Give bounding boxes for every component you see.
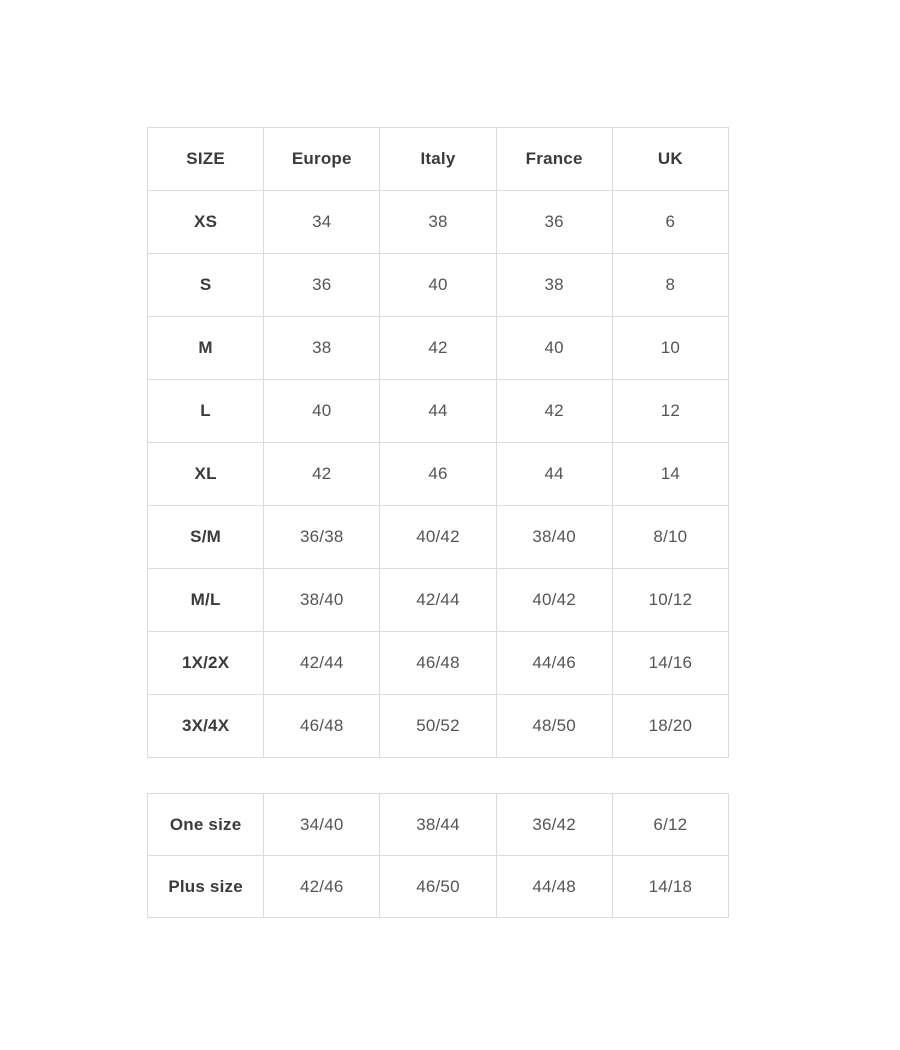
value-cell-france: 44/46 — [496, 632, 612, 695]
value-cell-uk: 12 — [612, 380, 728, 443]
table-row-3x-4x — [148, 695, 729, 758]
value-cell-italy: 46/48 — [380, 632, 496, 695]
table-row-xs — [148, 191, 729, 254]
value-cell-france: 38 — [496, 254, 612, 317]
value-cell-europe: 38/40 — [264, 569, 380, 632]
value-cell-uk: 8 — [612, 254, 728, 317]
value-cell-europe: 42/44 — [264, 632, 380, 695]
table-row-m — [148, 317, 729, 380]
value-cell-europe: 46/48 — [264, 695, 380, 758]
value-cell-europe: 40 — [264, 380, 380, 443]
table-header-row — [148, 128, 729, 191]
value-cell-europe: 36 — [264, 254, 380, 317]
special-sizes-table — [147, 793, 729, 918]
size-label-cell: One size — [148, 794, 264, 856]
size-label-cell: S/M — [148, 506, 264, 569]
value-cell-france: 36 — [496, 191, 612, 254]
value-cell-uk: 14/18 — [612, 856, 728, 918]
value-cell-uk: 8/10 — [612, 506, 728, 569]
size-label-cell: XL — [148, 443, 264, 506]
value-cell-europe: 36/38 — [264, 506, 380, 569]
table-row-one-size — [148, 794, 729, 856]
column-header-france: France — [496, 128, 612, 191]
value-cell-france: 40/42 — [496, 569, 612, 632]
table-row-1x-2x — [148, 632, 729, 695]
value-cell-italy: 42 — [380, 317, 496, 380]
value-cell-italy: 38/44 — [380, 794, 496, 856]
value-cell-uk: 14 — [612, 443, 728, 506]
value-cell-france: 36/42 — [496, 794, 612, 856]
value-cell-france: 40 — [496, 317, 612, 380]
value-cell-france: 38/40 — [496, 506, 612, 569]
value-cell-uk: 10 — [612, 317, 728, 380]
column-header-europe: Europe — [264, 128, 380, 191]
size-label-cell: 3X/4X — [148, 695, 264, 758]
value-cell-uk: 6 — [612, 191, 728, 254]
value-cell-europe: 34/40 — [264, 794, 380, 856]
value-cell-france: 44/48 — [496, 856, 612, 918]
value-cell-italy: 38 — [380, 191, 496, 254]
value-cell-italy: 40 — [380, 254, 496, 317]
value-cell-italy: 46 — [380, 443, 496, 506]
tables-container — [147, 127, 729, 918]
value-cell-uk: 6/12 — [612, 794, 728, 856]
size-label-cell: XS — [148, 191, 264, 254]
size-label-cell: M — [148, 317, 264, 380]
table-row-l — [148, 380, 729, 443]
value-cell-europe: 42 — [264, 443, 380, 506]
column-header-size: SIZE — [148, 128, 264, 191]
value-cell-italy: 50/52 — [380, 695, 496, 758]
table-row-m-l — [148, 569, 729, 632]
size-label-cell: Plus size — [148, 856, 264, 918]
value-cell-france: 42 — [496, 380, 612, 443]
table-row-s — [148, 254, 729, 317]
value-cell-europe: 38 — [264, 317, 380, 380]
value-cell-italy: 40/42 — [380, 506, 496, 569]
value-cell-italy: 44 — [380, 380, 496, 443]
table-row-plus-size — [148, 856, 729, 918]
value-cell-france: 44 — [496, 443, 612, 506]
value-cell-italy: 42/44 — [380, 569, 496, 632]
value-cell-uk: 18/20 — [612, 695, 728, 758]
size-label-cell: 1X/2X — [148, 632, 264, 695]
size-label-cell: L — [148, 380, 264, 443]
value-cell-uk: 14/16 — [612, 632, 728, 695]
value-cell-europe: 42/46 — [264, 856, 380, 918]
value-cell-france: 48/50 — [496, 695, 612, 758]
size-label-cell: S — [148, 254, 264, 317]
value-cell-uk: 10/12 — [612, 569, 728, 632]
size-conversion-table — [147, 127, 729, 758]
table-row-s-m — [148, 506, 729, 569]
size-label-cell: M/L — [148, 569, 264, 632]
value-cell-italy: 46/50 — [380, 856, 496, 918]
table-row-xl — [148, 443, 729, 506]
column-header-italy: Italy — [380, 128, 496, 191]
value-cell-europe: 34 — [264, 191, 380, 254]
column-header-uk: UK — [612, 128, 728, 191]
